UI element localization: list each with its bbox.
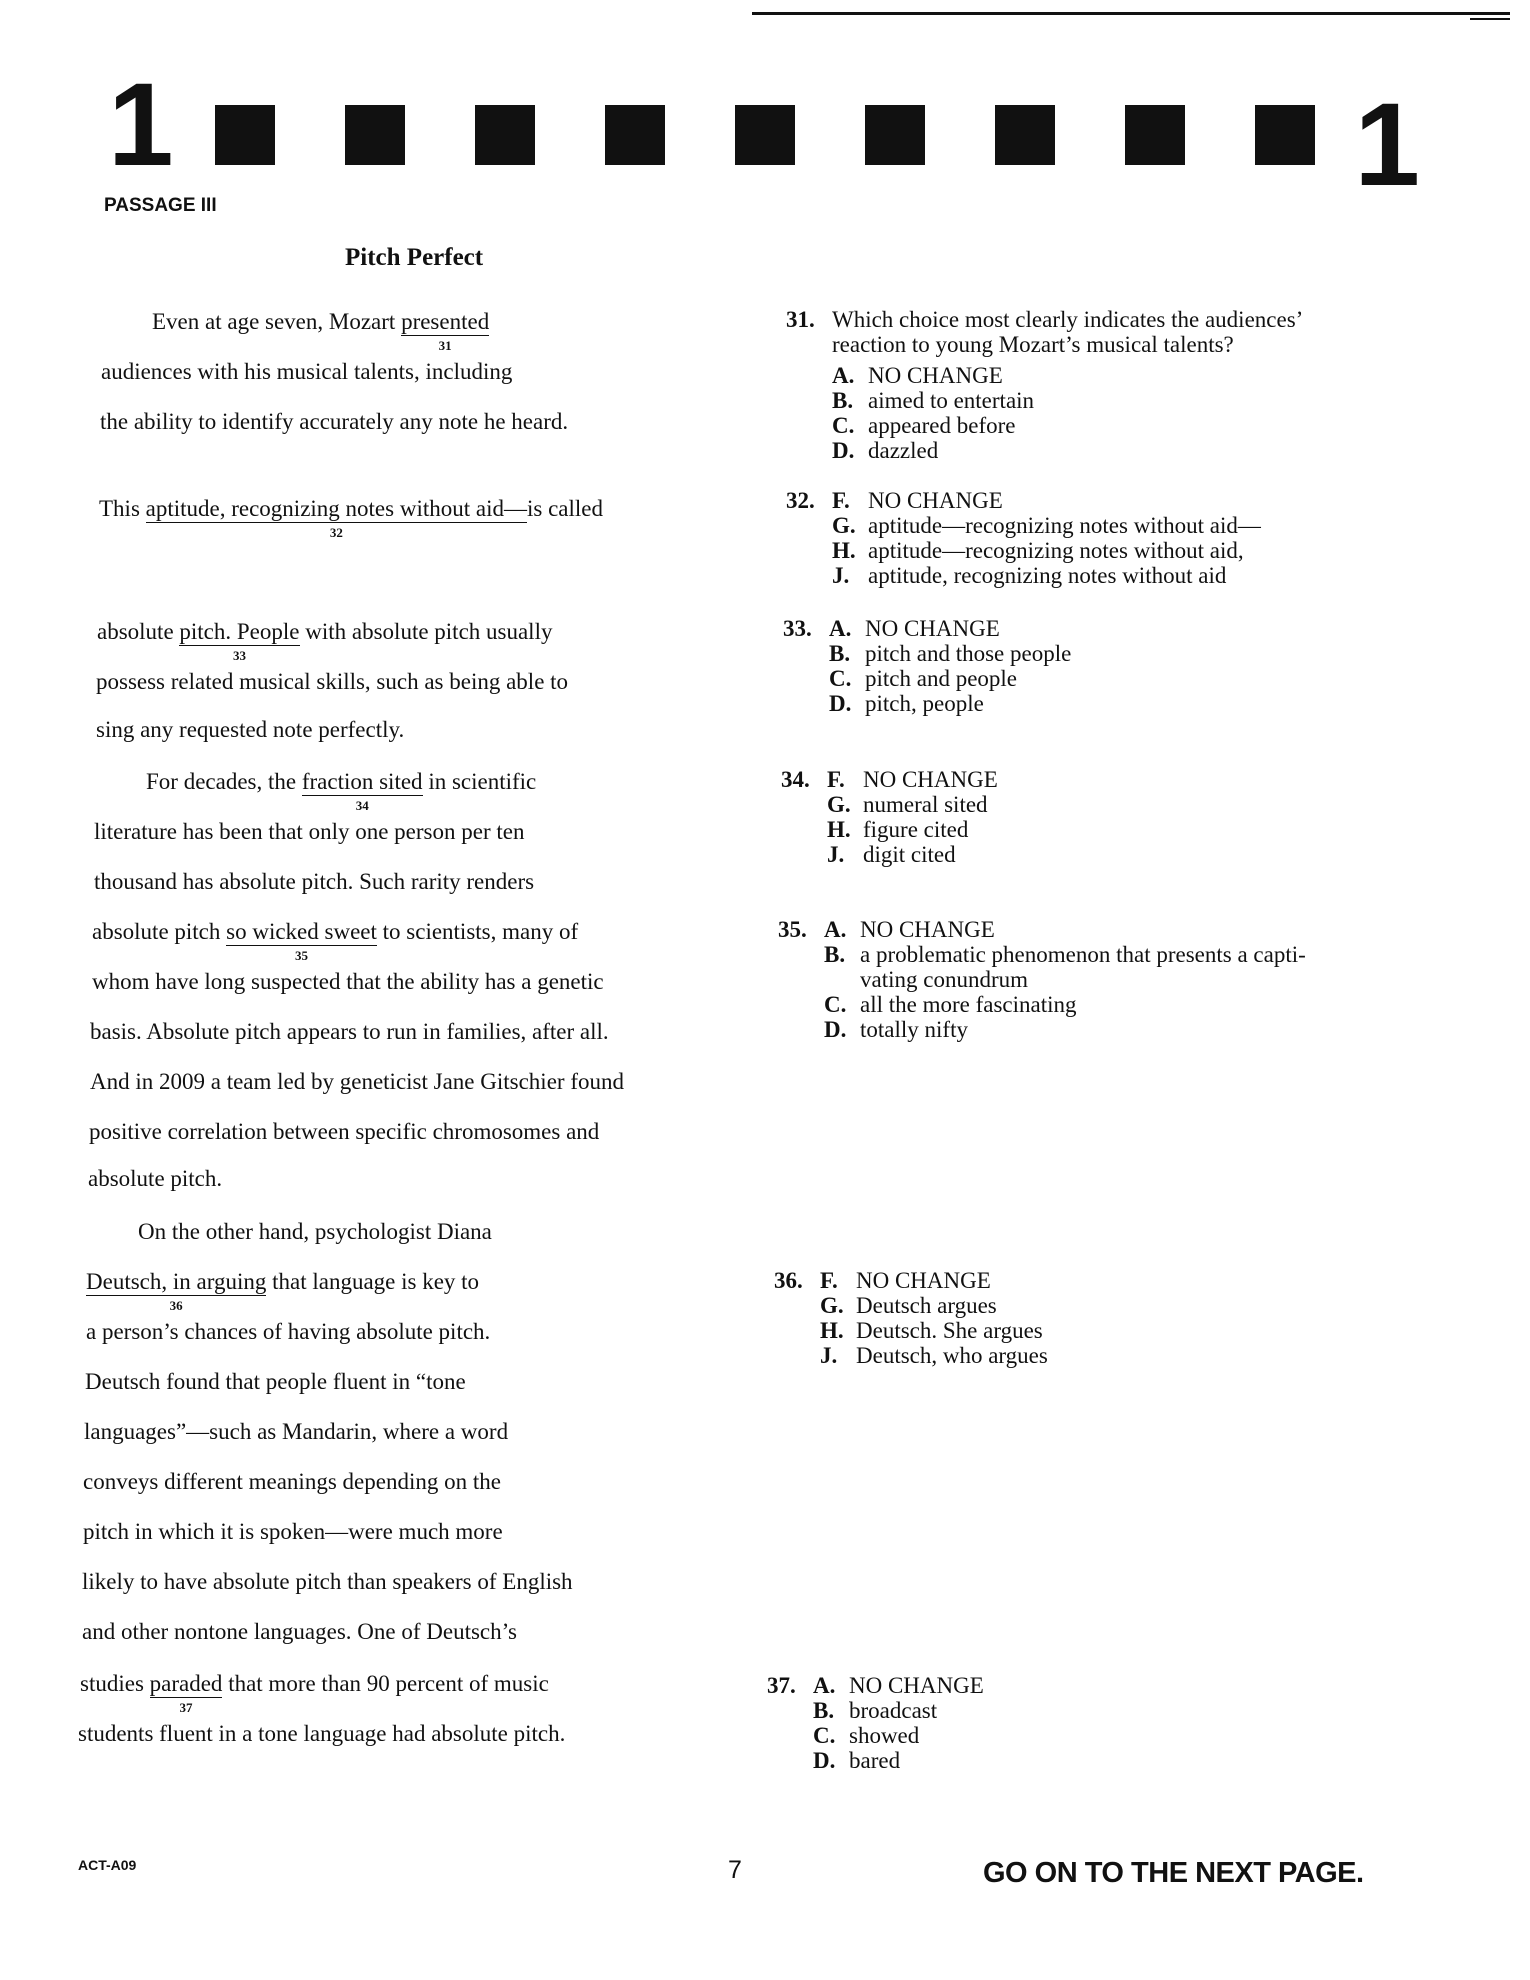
answer-option[interactable] bbox=[783, 666, 1071, 691]
answer-option[interactable] bbox=[767, 1723, 984, 1748]
passage-line bbox=[94, 868, 534, 896]
form-code: ACT-A09 bbox=[78, 1857, 137, 1873]
question-number bbox=[767, 1723, 813, 1748]
passage-line bbox=[82, 1618, 517, 1646]
option-letter: B. bbox=[824, 942, 846, 967]
option-text: Deutsch argues bbox=[856, 1293, 997, 1318]
answer-option[interactable] bbox=[786, 538, 1261, 563]
option-letter: D. bbox=[824, 1017, 847, 1042]
answer-option[interactable] bbox=[781, 792, 998, 817]
question-number bbox=[774, 1343, 820, 1368]
passage-line bbox=[96, 668, 568, 696]
question-number bbox=[774, 1318, 820, 1343]
question-number bbox=[778, 942, 824, 967]
option-text: vating conundrum bbox=[860, 967, 1028, 992]
question-37 bbox=[767, 1673, 984, 1773]
passage-text: and other nontone languages. One of Deutsch’s bbox=[82, 1619, 517, 1644]
passage-text: pitch in which it is spoken—were much more bbox=[83, 1519, 503, 1544]
question-31 bbox=[786, 307, 1303, 463]
passage-line bbox=[99, 495, 603, 540]
section-square bbox=[475, 105, 535, 165]
top-rule-accent bbox=[1470, 18, 1510, 20]
question-number: 37. bbox=[767, 1673, 796, 1698]
question-number: 31. bbox=[786, 307, 815, 332]
question-number bbox=[786, 563, 832, 588]
question-36 bbox=[774, 1268, 1048, 1368]
option-letter: G. bbox=[832, 513, 856, 538]
underlined-text: paraded bbox=[149, 1671, 223, 1696]
question-reference-number: 35 bbox=[295, 948, 309, 963]
answer-option[interactable] bbox=[774, 1318, 1048, 1343]
option-text: pitch, people bbox=[865, 691, 984, 716]
option-letter: H. bbox=[827, 817, 851, 842]
option-letter: D. bbox=[829, 691, 852, 716]
option-letter: F. bbox=[832, 488, 850, 513]
option-letter: G. bbox=[820, 1293, 844, 1318]
section-square bbox=[215, 105, 275, 165]
spacer bbox=[778, 967, 824, 992]
section-square bbox=[1255, 105, 1315, 165]
passage-line bbox=[100, 408, 568, 436]
option-letter: H. bbox=[820, 1318, 844, 1343]
passage-text: absolute pitch. bbox=[88, 1166, 223, 1191]
passage-text: thousand has absolute pitch. Such rarity renders bbox=[94, 869, 535, 894]
question-number bbox=[781, 817, 827, 842]
underlined-text: pitch. People bbox=[179, 619, 300, 644]
underlined-text: fraction sited bbox=[301, 769, 423, 794]
option-letter: A. bbox=[813, 1673, 836, 1698]
option-text: NO CHANGE bbox=[863, 767, 998, 792]
answer-option[interactable] bbox=[786, 388, 1303, 413]
option-letter: F. bbox=[820, 1268, 838, 1293]
question-number bbox=[783, 691, 829, 716]
option-text: numeral sited bbox=[863, 792, 988, 817]
question-number bbox=[778, 992, 824, 1017]
question-number: 33. bbox=[783, 616, 812, 641]
question-number: 34. bbox=[781, 767, 810, 792]
passage-line bbox=[83, 1518, 503, 1546]
question-stem-line bbox=[786, 307, 1303, 332]
question-number: 32. bbox=[786, 488, 815, 513]
passage-line bbox=[80, 1670, 549, 1715]
answer-option[interactable] bbox=[781, 767, 998, 792]
option-text: all the more fascinating bbox=[860, 992, 1077, 1017]
option-letter: C. bbox=[824, 992, 847, 1017]
passage-text: absolute bbox=[97, 619, 180, 644]
passage-text: students fluent in a tone language had absolute pitch. bbox=[78, 1721, 566, 1746]
passage-text: On the other hand, psychologist Diana bbox=[138, 1219, 492, 1244]
question-reference-number: 33 bbox=[232, 648, 246, 663]
question-reference-number: 37 bbox=[179, 1700, 193, 1715]
section-square bbox=[995, 105, 1055, 165]
answer-option[interactable] bbox=[767, 1698, 984, 1723]
question-stem-line bbox=[786, 332, 1303, 357]
option-letter: J. bbox=[820, 1343, 838, 1368]
answer-option[interactable] bbox=[778, 917, 1306, 942]
answer-option[interactable] bbox=[786, 563, 1261, 588]
passage-text: to scientists, many of bbox=[376, 919, 579, 944]
answer-option-continued bbox=[778, 967, 1306, 992]
option-text: dazzled bbox=[868, 438, 939, 463]
section-square bbox=[605, 105, 665, 165]
option-letter: C. bbox=[813, 1723, 836, 1748]
passage-line bbox=[84, 1418, 508, 1446]
answer-option[interactable] bbox=[786, 513, 1261, 538]
underlined-portion[interactable] bbox=[149, 1671, 223, 1715]
passage-text: conveys different meanings depending on the bbox=[83, 1469, 501, 1494]
option-text: Deutsch, who argues bbox=[856, 1343, 1048, 1368]
option-text: Deutsch. She argues bbox=[856, 1318, 1043, 1343]
option-text: aptitude—recognizing notes without aid, bbox=[868, 538, 1244, 563]
question-number bbox=[786, 363, 832, 388]
question-32 bbox=[786, 488, 1261, 588]
option-text: appeared before bbox=[868, 413, 1016, 438]
passage-text: basis. Absolute pitch appears to run in families, after all. bbox=[90, 1019, 609, 1044]
passage-line bbox=[94, 818, 524, 846]
question-number bbox=[781, 842, 827, 867]
question-number bbox=[781, 792, 827, 817]
section-square bbox=[1125, 105, 1185, 165]
option-letter: A. bbox=[824, 917, 847, 942]
option-text: pitch and those people bbox=[865, 641, 1072, 666]
question-reference-number: 36 bbox=[169, 1298, 183, 1313]
passage-text: absolute pitch bbox=[92, 919, 227, 944]
question-number bbox=[783, 666, 829, 691]
question-reference-number: 32 bbox=[329, 525, 343, 540]
question-34 bbox=[781, 767, 998, 867]
answer-option[interactable] bbox=[767, 1673, 984, 1698]
question-number bbox=[767, 1748, 813, 1773]
passage-text: literature has been that only one person per ten bbox=[94, 819, 525, 844]
question-number bbox=[786, 388, 832, 413]
page-number: 7 bbox=[728, 1856, 742, 1884]
underlined-portion[interactable] bbox=[301, 769, 423, 813]
passage-line bbox=[96, 716, 404, 744]
option-text: showed bbox=[849, 1723, 920, 1748]
answer-option[interactable] bbox=[778, 942, 1306, 967]
passage-line bbox=[152, 308, 490, 353]
section-number-left: 1 bbox=[108, 59, 174, 191]
passage-text: Even at age seven, Mozart bbox=[152, 309, 402, 334]
underlined-portion[interactable] bbox=[179, 619, 300, 663]
question-number: 35. bbox=[778, 917, 807, 942]
passage-text: This bbox=[99, 496, 146, 521]
option-letter: A. bbox=[829, 616, 852, 641]
underlined-text: Deutsch, in arguing bbox=[86, 1269, 267, 1294]
passage-line bbox=[92, 918, 579, 963]
question-number bbox=[786, 438, 832, 463]
passage-text: languages”—such as Mandarin, where a word bbox=[84, 1419, 509, 1444]
section-square bbox=[735, 105, 795, 165]
option-letter: B. bbox=[829, 641, 851, 666]
section-number-right: 1 bbox=[1354, 79, 1420, 211]
answer-option[interactable] bbox=[781, 817, 998, 842]
option-letter: J. bbox=[832, 563, 850, 588]
option-text: aimed to entertain bbox=[868, 388, 1035, 413]
passage-text: Deutsch found that people fluent in “tone bbox=[85, 1369, 466, 1394]
question-number bbox=[786, 513, 832, 538]
passage-text: the ability to identify accurately any note he heard. bbox=[100, 409, 569, 434]
answer-option[interactable] bbox=[786, 413, 1303, 438]
passage-line bbox=[138, 1218, 492, 1246]
question-reference-number: 31 bbox=[438, 338, 452, 353]
option-letter: D. bbox=[832, 438, 855, 463]
answer-option[interactable] bbox=[778, 992, 1306, 1017]
passage-text: whom have long suspected that the ability has a genetic bbox=[92, 969, 604, 994]
question-number bbox=[778, 1017, 824, 1042]
passage-line bbox=[86, 1318, 490, 1346]
spacer bbox=[824, 967, 860, 992]
passage-text: possess related musical skills, such as being able to bbox=[96, 669, 569, 694]
option-text: NO CHANGE bbox=[868, 488, 1003, 513]
option-text: aptitude, recognizing notes without aid bbox=[868, 563, 1227, 588]
passage-text: And in 2009 a team led by geneticist Jane Gitschier found bbox=[90, 1069, 624, 1094]
passage-line bbox=[90, 1018, 609, 1046]
passage-text: studies bbox=[80, 1671, 150, 1696]
passage-text: positive correlation between specific chromosomes and bbox=[89, 1119, 600, 1144]
passage-text: For decades, the bbox=[146, 769, 302, 794]
underlined-text: aptitude, recognizing notes without aid— bbox=[145, 496, 527, 521]
section-square bbox=[345, 105, 405, 165]
passage-text: audiences with his musical talents, including bbox=[101, 359, 513, 384]
question-number bbox=[774, 1293, 820, 1318]
top-rule bbox=[752, 12, 1510, 15]
passage-text: in scientific bbox=[422, 769, 537, 794]
passage-text: is called bbox=[526, 496, 603, 521]
passage-line bbox=[101, 358, 512, 386]
answer-option[interactable] bbox=[767, 1748, 984, 1773]
option-letter: F. bbox=[827, 767, 845, 792]
passage-line bbox=[78, 1720, 565, 1748]
question-33 bbox=[783, 616, 1071, 716]
option-letter: B. bbox=[813, 1698, 835, 1723]
passage-line bbox=[146, 768, 537, 813]
passage-text: with absolute pitch usually bbox=[299, 619, 553, 644]
question-stem: reaction to young Mozart’s musical talents? bbox=[832, 332, 1234, 357]
passage-line bbox=[90, 1068, 624, 1096]
underlined-portion[interactable] bbox=[145, 496, 527, 540]
passage-text: that more than 90 percent of music bbox=[222, 1671, 549, 1696]
question-number bbox=[786, 538, 832, 563]
option-letter: J. bbox=[827, 842, 845, 867]
passage-line bbox=[82, 1568, 573, 1596]
answer-option[interactable] bbox=[778, 1017, 1306, 1042]
underlined-portion[interactable] bbox=[401, 309, 490, 353]
passage-line bbox=[92, 968, 604, 996]
question-stem: Which choice most clearly indicates the audiences’ bbox=[832, 307, 1304, 332]
question-number: 36. bbox=[774, 1268, 803, 1293]
underlined-text: presented bbox=[401, 309, 490, 334]
answer-option[interactable] bbox=[786, 488, 1261, 513]
option-letter: C. bbox=[829, 666, 852, 691]
option-text: figure cited bbox=[863, 817, 969, 842]
answer-option[interactable] bbox=[783, 691, 1071, 716]
question-number bbox=[786, 413, 832, 438]
answer-option[interactable] bbox=[774, 1293, 1048, 1318]
passage-line bbox=[88, 1165, 222, 1193]
passage-line bbox=[85, 1368, 466, 1396]
answer-option[interactable] bbox=[786, 363, 1303, 388]
option-letter: G. bbox=[827, 792, 851, 817]
question-35 bbox=[778, 917, 1306, 1042]
passage-text: likely to have absolute pitch than speakers of English bbox=[82, 1569, 573, 1594]
option-letter: D. bbox=[813, 1748, 836, 1773]
option-text: pitch and people bbox=[865, 666, 1018, 691]
answer-option[interactable] bbox=[786, 438, 1303, 463]
option-text: NO CHANGE bbox=[849, 1673, 984, 1698]
option-text: aptitude—recognizing notes without aid— bbox=[868, 513, 1261, 538]
option-text: NO CHANGE bbox=[856, 1268, 991, 1293]
answer-option[interactable] bbox=[774, 1343, 1048, 1368]
passage-line bbox=[86, 1268, 480, 1313]
question-number bbox=[783, 641, 829, 666]
option-text: bared bbox=[849, 1748, 901, 1773]
option-text: NO CHANGE bbox=[868, 363, 1003, 388]
passage-line bbox=[97, 618, 553, 663]
passage-line bbox=[83, 1468, 501, 1496]
passage-text: sing any requested note perfectly. bbox=[96, 717, 405, 742]
question-number bbox=[786, 332, 832, 357]
answer-option[interactable] bbox=[774, 1268, 1048, 1293]
underlined-portion[interactable] bbox=[86, 1269, 267, 1313]
section-square bbox=[865, 105, 925, 165]
underlined-text: so wicked sweet bbox=[226, 919, 377, 944]
passage-line bbox=[89, 1118, 599, 1146]
option-letter: C. bbox=[832, 413, 855, 438]
passage-text: a person’s chances of having absolute pitch. bbox=[86, 1319, 491, 1344]
underlined-portion[interactable] bbox=[226, 919, 377, 963]
question-reference-number: 34 bbox=[355, 798, 369, 813]
answer-option[interactable] bbox=[783, 641, 1071, 666]
option-letter: B. bbox=[832, 388, 854, 413]
option-text: NO CHANGE bbox=[865, 616, 1000, 641]
option-text: totally nifty bbox=[860, 1017, 968, 1042]
answer-option[interactable] bbox=[783, 616, 1071, 641]
answer-option[interactable] bbox=[781, 842, 998, 867]
question-number bbox=[767, 1698, 813, 1723]
passage-label: PASSAGE III bbox=[104, 195, 217, 216]
option-text: a problematic phenomenon that presents a capti- bbox=[860, 942, 1306, 967]
passage-title: Pitch Perfect bbox=[345, 244, 484, 271]
option-text: NO CHANGE bbox=[860, 917, 995, 942]
option-letter: A. bbox=[832, 363, 855, 388]
option-text: broadcast bbox=[849, 1698, 938, 1723]
option-text: digit cited bbox=[863, 842, 956, 867]
passage-text: that language is key to bbox=[266, 1269, 480, 1294]
next-page-notice: GO ON TO THE NEXT PAGE. bbox=[983, 1857, 1364, 1889]
option-letter: H. bbox=[832, 538, 856, 563]
